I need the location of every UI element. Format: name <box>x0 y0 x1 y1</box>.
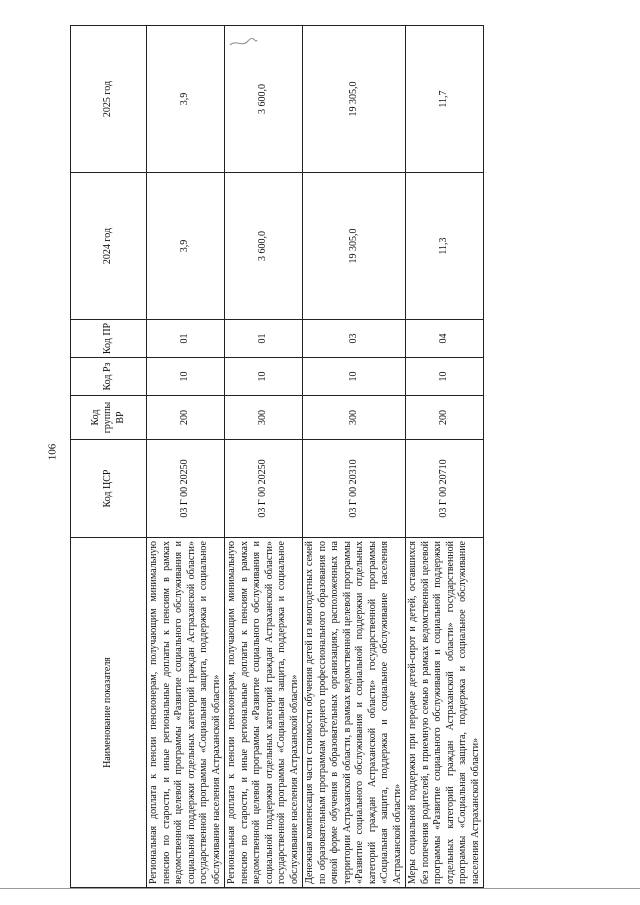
row-pr: 01 <box>147 320 225 358</box>
page-number: 106 <box>46 443 59 461</box>
table-row <box>225 26 303 888</box>
row-csr: 03 Г 00 20710 <box>406 440 484 538</box>
row-vr: 200 <box>406 396 484 440</box>
table-row <box>147 26 225 888</box>
row-name: Денежная компенсация части стоимости обучения детей из многодетных семей по образовательным программам среднего профессионального образования по очной форме обучения в образовательных организациях, расположенных на территории Астраханской области, в рамках ведомственной целевой программы «Развитие социального обслуживания и социальной поддержки отдельных категорий граждан Астраханской области» государственной программы «Социальная защита, поддержка и социальное обслуживание населения Астраханской области» <box>303 538 406 888</box>
row-rz: 10 <box>303 358 406 396</box>
budget-table <box>70 25 484 888</box>
header-csr: Код ЦСР <box>71 440 147 538</box>
row-vr: 200 <box>147 396 225 440</box>
row-csr: 03 Г 00 20250 <box>147 440 225 538</box>
header-2025: 2025 год <box>71 26 147 173</box>
table-row <box>303 26 406 888</box>
row-vr: 300 <box>225 396 303 440</box>
row-rz: 10 <box>225 358 303 396</box>
header-2024: 2024 год <box>71 173 147 320</box>
row-csr: 03 Г 00 20310 <box>303 440 406 538</box>
row-rz: 10 <box>406 358 484 396</box>
row-csr: 03 Г 00 20250 <box>225 440 303 538</box>
row-2024: 11,3 <box>406 173 484 320</box>
row-pr: 04 <box>406 320 484 358</box>
row-name: Региональная доплата к пенсии пенсионерам, получающим минимальную пенсию по старости, и иные региональные доплаты к пенсиям в рамках ведомственной целевой программы «Развитие социального обслуживания и социальной поддержки отдельных категорий граждан Астраханской области» государственной программы «Социальная защита, поддержка и социальное обслуживание населения Астраханской области» <box>147 538 225 888</box>
row-pr: 01 <box>225 320 303 358</box>
header-vr: Код группы ВР <box>71 396 147 440</box>
row-2024: 3,9 <box>147 173 225 320</box>
row-2025: 11,7 <box>406 26 484 173</box>
row-2025: 3,9 <box>147 26 225 173</box>
row-vr: 300 <box>303 396 406 440</box>
table-header-row <box>71 26 147 888</box>
row-2025: 19 305,0 <box>303 26 406 173</box>
table-row <box>406 26 484 888</box>
row-2025: 3 600,0 <box>225 26 303 173</box>
row-name: Меры социальной поддержки при передаче детей-сирот и детей, оставшихся без попечения родителей, в приемную семью в рамках ведомственной целевой программы «Развитие социального обслуживания и социальной поддержки отдельных категорий граждан Астраханской области» государственной программы «Социальная защита, поддержка и социальное обслуживание населения Астраханской области» <box>406 538 484 888</box>
rotated-table-sheet <box>70 26 575 888</box>
header-rz: Код Рз <box>71 358 147 396</box>
row-rz: 10 <box>147 358 225 396</box>
scan-edge-line <box>0 888 640 889</box>
row-2024: 19 305,0 <box>303 173 406 320</box>
header-pr: Код ПР <box>71 320 147 358</box>
row-name: Региональная доплата к пенсии пенсионерам, получающим минимальную пенсию по старости, и иные региональные доплаты к пенсиям в рамках ведомственной целевой программы «Развитие социального обслуживания и социальной поддержки отдельных категорий граждан Астраханской области» государственной программы «Социальная защита, поддержка и социальное обслуживание населения Астраханской области» <box>225 538 303 888</box>
row-2024: 3 600,0 <box>225 173 303 320</box>
header-name: Наименование показателя <box>71 538 147 888</box>
row-pr: 03 <box>303 320 406 358</box>
